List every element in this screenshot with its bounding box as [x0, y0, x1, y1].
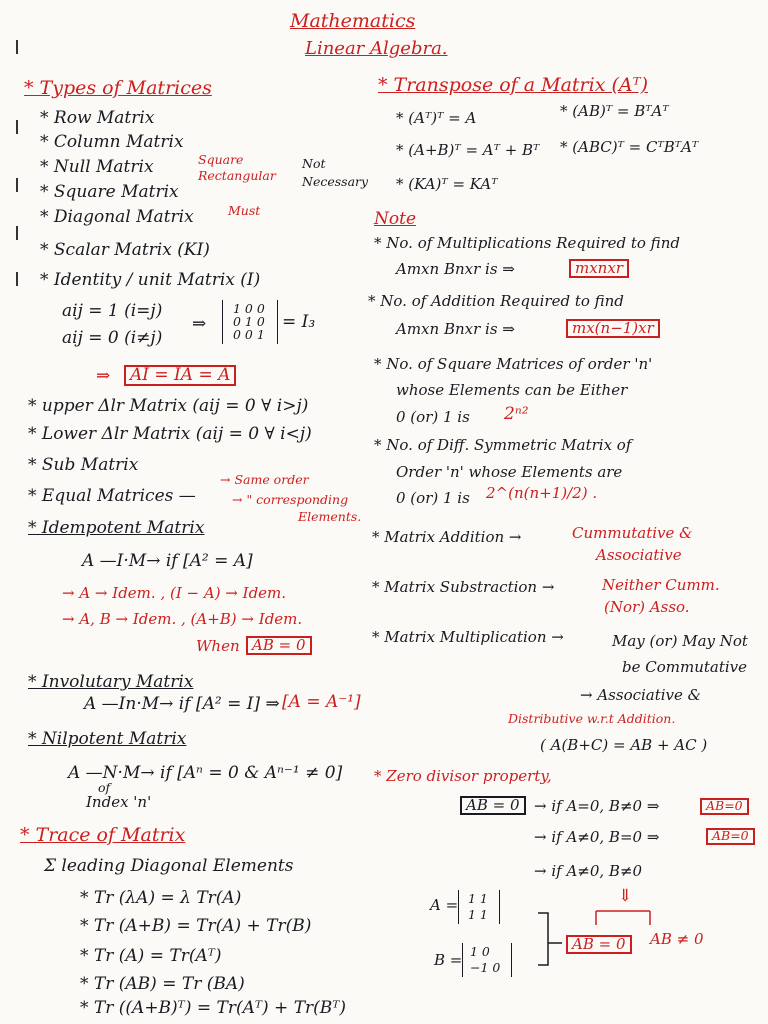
- note-sq-val: 2ⁿ²: [504, 404, 529, 424]
- nilpotent-of: of: [98, 780, 111, 795]
- margin-tick: [16, 40, 18, 54]
- identity-row-3: 0 0 1: [233, 327, 265, 342]
- type-row: * Row Matrix: [40, 108, 155, 128]
- note-add-box: mx(n−1)xr: [566, 319, 660, 338]
- lower-triangular: * Lower Δlr Matrix (aij = 0 ∀ i<j): [28, 424, 312, 444]
- note-mult-2: Amxn Bnxr is ⇒: [396, 260, 515, 278]
- note-sq-2: whose Elements can be Either: [396, 381, 628, 399]
- zero-down-arrow: ⇓: [618, 886, 633, 906]
- idempotent-line-2: → A, B → Idem. , (A+B) → Idem.: [62, 610, 303, 628]
- idempotent-def: A —I·M→ if [A² = A]: [82, 551, 253, 571]
- sub-matrix: * Sub Matrix: [28, 455, 139, 475]
- idempotent-heading: * Idempotent Matrix: [28, 518, 205, 538]
- note-sym-1: * No. of Diff. Symmetric Matrix of: [374, 436, 632, 454]
- zero-case-1: → if A=0, B≠0 ⇒: [534, 797, 660, 815]
- null-option-rect: Rectangular: [198, 168, 276, 183]
- diag-must: Must: [228, 203, 261, 218]
- op-mult-res-2: be Commutative: [622, 658, 748, 676]
- transpose-item-3: * (A+B)ᵀ = Aᵀ + Bᵀ: [396, 141, 540, 159]
- transpose-item-4: * (ABC)ᵀ = CᵀBᵀAᵀ: [560, 138, 699, 156]
- identity-row-1: 1 0 0: [233, 301, 265, 316]
- idempotent-box: AB = 0: [246, 636, 312, 655]
- identity-row-2: 0 1 0: [233, 314, 265, 329]
- involutary-box: [A = A⁻¹]: [282, 692, 361, 712]
- zero-case-2: → if A≠0, B=0 ⇒: [534, 828, 660, 846]
- note-mult-1: * No. of Multiplications Required to find: [374, 234, 680, 252]
- not-necessary-2: Necessary: [302, 174, 369, 189]
- trace-item-1: * Tr (λA) = λ Tr(A): [80, 888, 242, 908]
- zero-case-3: → if A≠0, B≠0: [534, 862, 643, 880]
- matrix-a-row-2: 1 1: [468, 907, 488, 922]
- op-subtraction-res-2: (Nor) Asso.: [604, 598, 690, 616]
- margin-tick: [16, 120, 18, 134]
- margin-tick: [16, 272, 18, 286]
- equal-note-2: → " corresponding: [232, 492, 349, 507]
- matrix-b-label: B =: [434, 951, 463, 969]
- page-title: Mathematics: [290, 10, 416, 32]
- idempotent-line-1: → A → Idem. , (I − A) → Idem.: [62, 584, 287, 602]
- zero-case-1-box: AB=0: [700, 798, 749, 815]
- note-mult-box: mxnxr: [569, 259, 629, 278]
- note-sym-val: 2^(n(n+1)/2) .: [486, 484, 598, 502]
- equal-note-1: → Same order: [220, 472, 309, 487]
- matrix-b-row-2: −1 0: [470, 960, 501, 975]
- zero-divisor-heading: * Zero divisor property,: [374, 767, 552, 785]
- aij-zero: aij = 0 (i≠j): [62, 328, 163, 348]
- op-mult-res-4: Distributive w.r.t Addition.: [508, 711, 676, 726]
- type-square: * Square Matrix: [40, 182, 179, 202]
- matrix-a-label: A =: [430, 896, 459, 914]
- type-identity: * Identity / unit Matrix (I): [40, 270, 261, 290]
- involutary-heading: * Involutary Matrix: [28, 672, 194, 692]
- trace-item-4: * Tr (AB) = Tr (BA): [80, 974, 245, 994]
- note-sym-2: Order 'n' whose Elements are: [396, 463, 623, 481]
- op-addition-res-2: Associative: [596, 546, 682, 564]
- transpose-heading: * Transpose of a Matrix (Aᵀ): [378, 74, 648, 96]
- trace-sub: Σ leading Diagonal Elements: [44, 856, 294, 876]
- zero-case-2-box: AB=0: [706, 828, 755, 845]
- involutary-def: A —In·M→ if [A² = I] ⇒: [84, 694, 280, 714]
- nilpotent-heading: * Nilpotent Matrix: [28, 729, 187, 749]
- type-column: * Column Matrix: [40, 132, 184, 152]
- op-mult-res-1: May (or) May Not: [612, 632, 748, 650]
- equal-note-3: Elements.: [298, 509, 362, 524]
- nilpotent-def: A —N·M→ if [Aⁿ = 0 & Aⁿ⁻¹ ≠ 0]: [68, 763, 343, 783]
- note-sym-3: 0 (or) 1 is: [396, 489, 470, 507]
- aij-one: aij = 1 (i=j): [62, 301, 163, 321]
- types-heading: * Types of Matrices: [24, 77, 212, 99]
- null-option-square: Square: [198, 152, 244, 167]
- transpose-item-2: * (AB)ᵀ = BᵀAᵀ: [560, 102, 669, 120]
- upper-triangular: * upper Δlr Matrix (aij = 0 ∀ i>j): [28, 396, 309, 416]
- margin-tick: [16, 226, 18, 240]
- transpose-item-1: * (Aᵀ)ᵀ = A: [396, 109, 477, 127]
- eq-i3: = I₃: [282, 312, 316, 332]
- op-mult-res-5: ( A(B+C) = AB + AC ): [540, 736, 708, 754]
- type-null: * Null Matrix: [40, 157, 154, 177]
- note-add-1: * No. of Addition Required to find: [368, 292, 624, 310]
- op-mult-res-3: → Associative &: [580, 686, 702, 704]
- trace-item-5: * Tr ((A+B)ᵀ) = Tr(Aᵀ) + Tr(Bᵀ): [80, 998, 347, 1018]
- op-multiplication: * Matrix Multiplication →: [372, 628, 564, 646]
- matrix-b-row-1: 1 0: [470, 944, 490, 959]
- nilpotent-index: Index 'n': [86, 793, 152, 811]
- trace-item-3: * Tr (A) = Tr(Aᵀ): [80, 946, 222, 966]
- page-subtitle: Linear Algebra.: [305, 38, 448, 59]
- result-box-ab0: AB = 0: [566, 935, 632, 954]
- result-ab-not-zero: AB ≠ 0: [650, 930, 704, 948]
- margin-tick: [16, 178, 18, 192]
- note-sq-3: 0 (or) 1 is: [396, 408, 470, 426]
- matrix-a-row-1: 1 1: [468, 891, 488, 906]
- zero-ab-box: AB = 0: [460, 796, 526, 815]
- op-subtraction-res-1: Neither Cumm.: [602, 576, 720, 594]
- type-diagonal: * Diagonal Matrix: [40, 207, 194, 227]
- op-subtraction: * Matrix Substraction →: [372, 578, 555, 596]
- implies-arrow: ⇒: [192, 314, 207, 334]
- ai-arrow: ⇒: [96, 366, 111, 386]
- note-heading: Note: [374, 209, 417, 229]
- note-add-2: Amxn Bnxr is ⇒: [396, 320, 515, 338]
- note-sq-1: * No. of Square Matrices of order 'n': [374, 355, 653, 373]
- ai-box: AI = IA = A: [124, 365, 236, 386]
- type-scalar: * Scalar Matrix (KI): [40, 240, 210, 260]
- trace-heading: * Trace of Matrix: [20, 824, 186, 846]
- not-necessary-1: Not: [302, 156, 326, 171]
- transpose-item-5: * (KA)ᵀ = KAᵀ: [396, 175, 498, 193]
- op-addition-res-1: Cummutative &: [572, 524, 693, 542]
- equal-matrices: * Equal Matrices —: [28, 486, 196, 506]
- idempotent-when: When: [196, 637, 240, 655]
- trace-item-2: * Tr (A+B) = Tr(A) + Tr(B): [80, 916, 312, 936]
- op-addition: * Matrix Addition →: [372, 528, 522, 546]
